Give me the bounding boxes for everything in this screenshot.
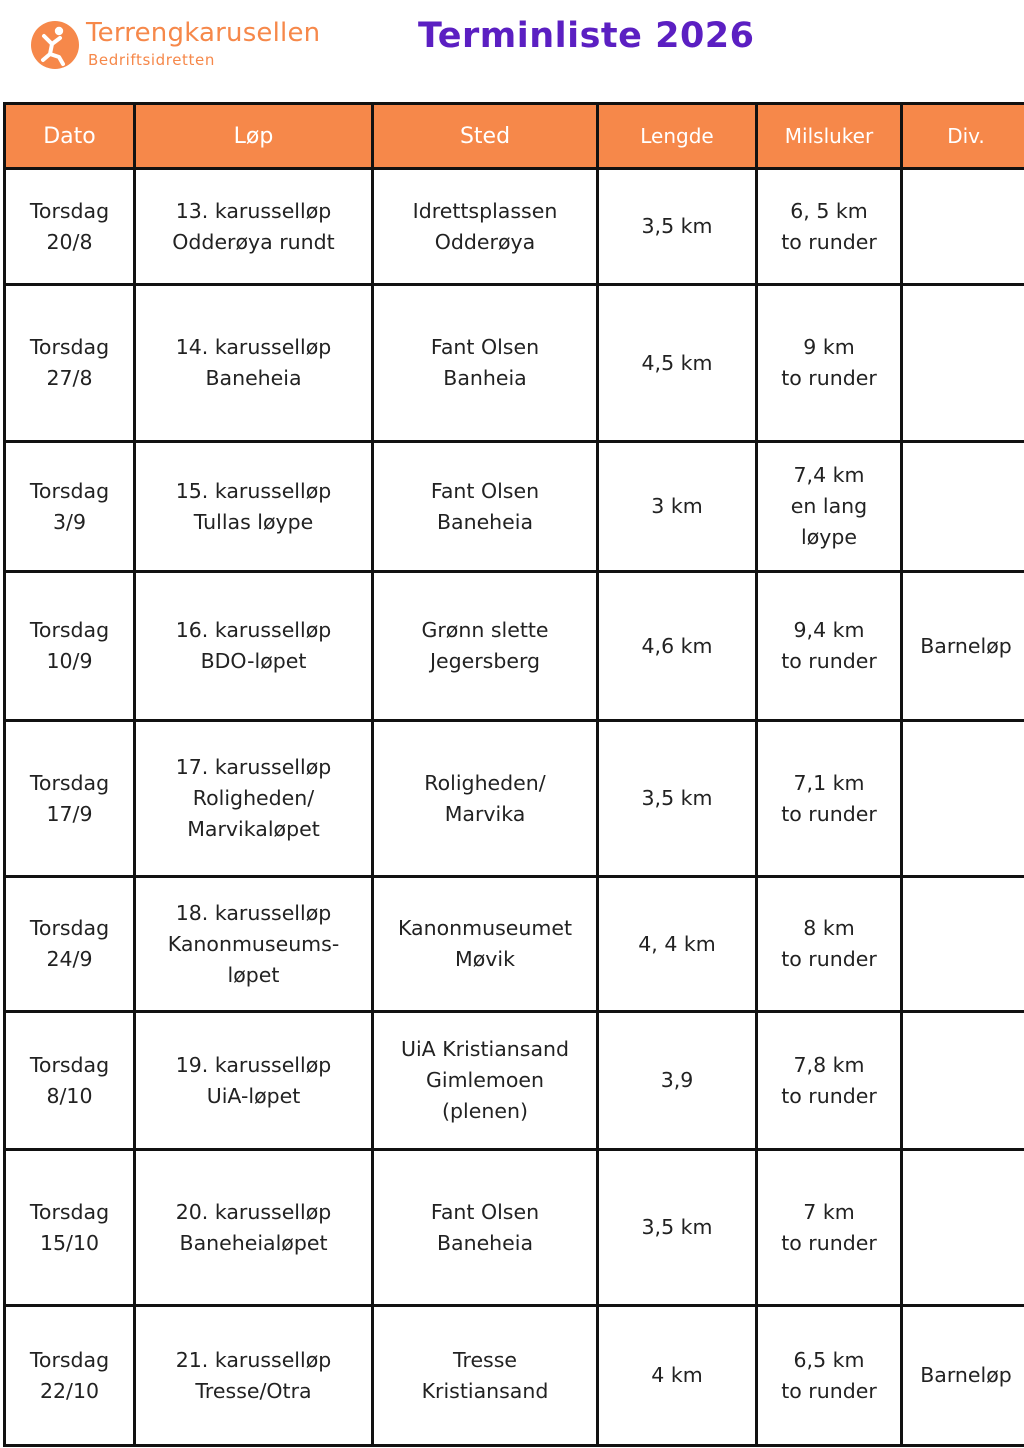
table-row: [5, 877, 1024, 1012]
table-row: [5, 1150, 1024, 1306]
cell-sted: Grønn slette Jegersberg: [373, 572, 598, 721]
cell-dato: Torsdag 3/9: [5, 442, 135, 572]
cell-lop: 15. karusselløp Tullas løype: [135, 442, 373, 572]
cell-sted: Fant Olsen Baneheia: [373, 1150, 598, 1306]
table-row: [5, 169, 1024, 285]
table-header-row: [5, 104, 1024, 169]
page-header: [0, 0, 1024, 102]
brand-subtitle: Bedriftsidretten: [88, 51, 215, 69]
table-row: [5, 442, 1024, 572]
cell-lop: 17. karusselløp Roligheden/ Marvikaløpet: [135, 721, 373, 877]
column-header-lengde: Lengde: [598, 104, 757, 169]
cell-div: [902, 1012, 1024, 1150]
schedule-table: [3, 102, 1024, 1447]
cell-milsluker: 9 km to runder: [757, 285, 902, 442]
cell-lengde: 3,5 km: [598, 169, 757, 285]
cell-lengde: 4 km: [598, 1306, 757, 1446]
cell-dato: Torsdag 24/9: [5, 877, 135, 1012]
column-header-div: Div.: [902, 104, 1024, 169]
page-title: Terminliste 2026: [418, 16, 755, 56]
cell-lop: 20. karusselløp Baneheialøpet: [135, 1150, 373, 1306]
cell-sted: Kanonmuseumet Møvik: [373, 877, 598, 1012]
cell-lengde: 3,5 km: [598, 1150, 757, 1306]
cell-lengde: 3,9: [598, 1012, 757, 1150]
cell-sted: Roligheden/ Marvika: [373, 721, 598, 877]
table-row: [5, 721, 1024, 877]
cell-lop: 16. karusselløp BDO-løpet: [135, 572, 373, 721]
column-header-sted: Sted: [373, 104, 598, 169]
table-row: [5, 285, 1024, 442]
table-row: [5, 572, 1024, 721]
cell-sted: Idrettsplassen Odderøya: [373, 169, 598, 285]
cell-lengde: 4,5 km: [598, 285, 757, 442]
cell-sted: UiA Kristiansand Gimlemoen (plenen): [373, 1012, 598, 1150]
runner-logo-icon: [30, 20, 80, 70]
cell-dato: Torsdag 10/9: [5, 572, 135, 721]
cell-sted: Fant Olsen Banheia: [373, 285, 598, 442]
cell-milsluker: 9,4 km to runder: [757, 572, 902, 721]
cell-lop: 19. karusselløp UiA-løpet: [135, 1012, 373, 1150]
cell-div: [902, 285, 1024, 442]
cell-milsluker: 7 km to runder: [757, 1150, 902, 1306]
cell-milsluker: 8 km to runder: [757, 877, 902, 1012]
cell-milsluker: 7,4 km en lang løype: [757, 442, 902, 572]
cell-dato: Torsdag 27/8: [5, 285, 135, 442]
cell-div: [902, 169, 1024, 285]
cell-lengde: 4, 4 km: [598, 877, 757, 1012]
column-header-dato: Dato: [5, 104, 135, 169]
cell-dato: Torsdag 15/10: [5, 1150, 135, 1306]
cell-milsluker: 6,5 km to runder: [757, 1306, 902, 1446]
cell-milsluker: 7,1 km to runder: [757, 721, 902, 877]
cell-milsluker: 6, 5 km to runder: [757, 169, 902, 285]
cell-dato: Torsdag 17/9: [5, 721, 135, 877]
cell-lop: 14. karusselløp Baneheia: [135, 285, 373, 442]
table-row: [5, 1306, 1024, 1446]
cell-lop: 21. karusselløp Tresse/Otra: [135, 1306, 373, 1446]
cell-dato: Torsdag 8/10: [5, 1012, 135, 1150]
table-row: [5, 1012, 1024, 1150]
brand-name: Terrengkarusellen: [86, 18, 321, 48]
cell-div: Barneløp: [902, 572, 1024, 721]
cell-div: [902, 877, 1024, 1012]
cell-dato: Torsdag 22/10: [5, 1306, 135, 1446]
cell-div: [902, 1150, 1024, 1306]
cell-milsluker: 7,8 km to runder: [757, 1012, 902, 1150]
cell-div: [902, 721, 1024, 877]
cell-div: [902, 442, 1024, 572]
cell-lop: 18. karusselløp Kanonmuseums- løpet: [135, 877, 373, 1012]
cell-sted: Tresse Kristiansand: [373, 1306, 598, 1446]
cell-lengde: 4,6 km: [598, 572, 757, 721]
column-header-lop: Løp: [135, 104, 373, 169]
column-header-milsluker: Milsluker: [757, 104, 902, 169]
cell-sted: Fant Olsen Baneheia: [373, 442, 598, 572]
cell-dato: Torsdag 20/8: [5, 169, 135, 285]
cell-div: Barneløp: [902, 1306, 1024, 1446]
cell-lop: 13. karusselløp Odderøya rundt: [135, 169, 373, 285]
cell-lengde: 3 km: [598, 442, 757, 572]
cell-lengde: 3,5 km: [598, 721, 757, 877]
